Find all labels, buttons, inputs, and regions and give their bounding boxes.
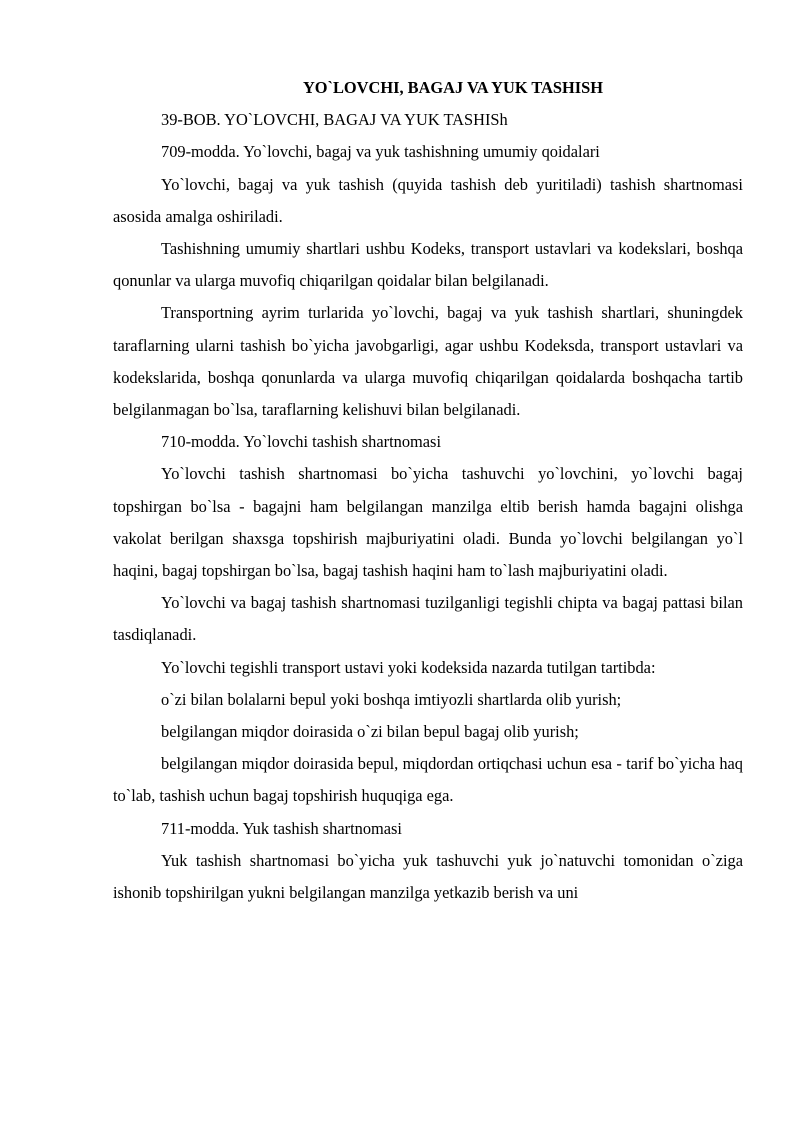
list-item: belgilangan miqdor doirasida o`zi bilan bepul bagaj olib yurish;: [161, 722, 579, 742]
document-page: [113, 72, 743, 909]
paragraph: Yo`lovchi tashish shartnomasi bo`yicha tashuvchi yo`lovchini, yo`lovchi bagaj topshirgan bo`lsa - bagajni ham belgilangan manzilga eltib berish hamda bagajni olishga vakolat berilgan shaxsga topshirish majburiyatini oladi. Bunda yo`lovchi belgilangan yo`l haqini, bagaj topshirgan bo`lsa, bagaj tashish haqini ham to`lash majburiyatini oladi.: [113, 464, 743, 581]
paragraph: Yuk tashish shartnomasi bo`yicha yuk tashuvchi yuk jo`natuvchi tomonidan o`ziga ishonib topshirilgan yukni belgilangan manzilga yetkazib berish va uni: [113, 850, 743, 903]
article-heading: 710-modda. Yo`lovchi tashish shartnomasi: [161, 432, 441, 452]
chapter-heading: 39-BOB. YO`LOVCHI, BAGAJ VA YUK TASHISh: [161, 110, 508, 130]
article-heading: 711-modda. Yuk tashish shartnomasi: [161, 818, 402, 838]
paragraph: Yo`lovchi tegishli transport ustavi yoki kodeksida nazarda tutilgan tartibda:: [161, 657, 656, 677]
paragraph: Transportning ayrim turlarida yo`lovchi, bagaj va yuk tashish shartlari, shuningdek taraflarning ularni tashish bo`yicha javobgarligi, agar ushbu Kodeksda, transport ustavlari va kodekslarida, boshqa qonunlarda va ularga muvofiq chiqarilgan qoidalarda boshqacha tartib belgilanmagan bo`lsa, taraflarning kelishuvi bilan belgilanadi.: [113, 303, 743, 420]
list-item: belgilangan miqdor doirasida bepul, miqdordan ortiqchasi uchun esa - tarif bo`yicha haq to`lab, tashish uchun bagaj topshirish huquqiga ega.: [113, 754, 743, 806]
article-heading: 709-modda. Yo`lovchi, bagaj va yuk tashishning umumiy qoidalari: [161, 142, 600, 162]
list-item: o`zi bilan bolalarni bepul yoki boshqa imtiyozli shartlarda olib yurish;: [161, 689, 622, 709]
paragraph: Yo`lovchi, bagaj va yuk tashish (quyida tashish deb yuritiladi) tashish shartnomasi asosida amalga oshiriladi.: [113, 174, 743, 226]
paragraph: Tashishning umumiy shartlari ushbu Kodeks, transport ustavlari va kodekslari, boshqa qonunlar va ularga muvofiq chiqarilgan qoidalar bilan belgilanadi.: [113, 239, 743, 291]
paragraph: Yo`lovchi va bagaj tashish shartnomasi tuzilganligi tegishli chipta va bagaj pattasi bilan tasdiqlanadi.: [113, 593, 743, 645]
document-title: YO`LOVCHI, BAGAJ VA YUK TASHISH: [302, 78, 604, 97]
